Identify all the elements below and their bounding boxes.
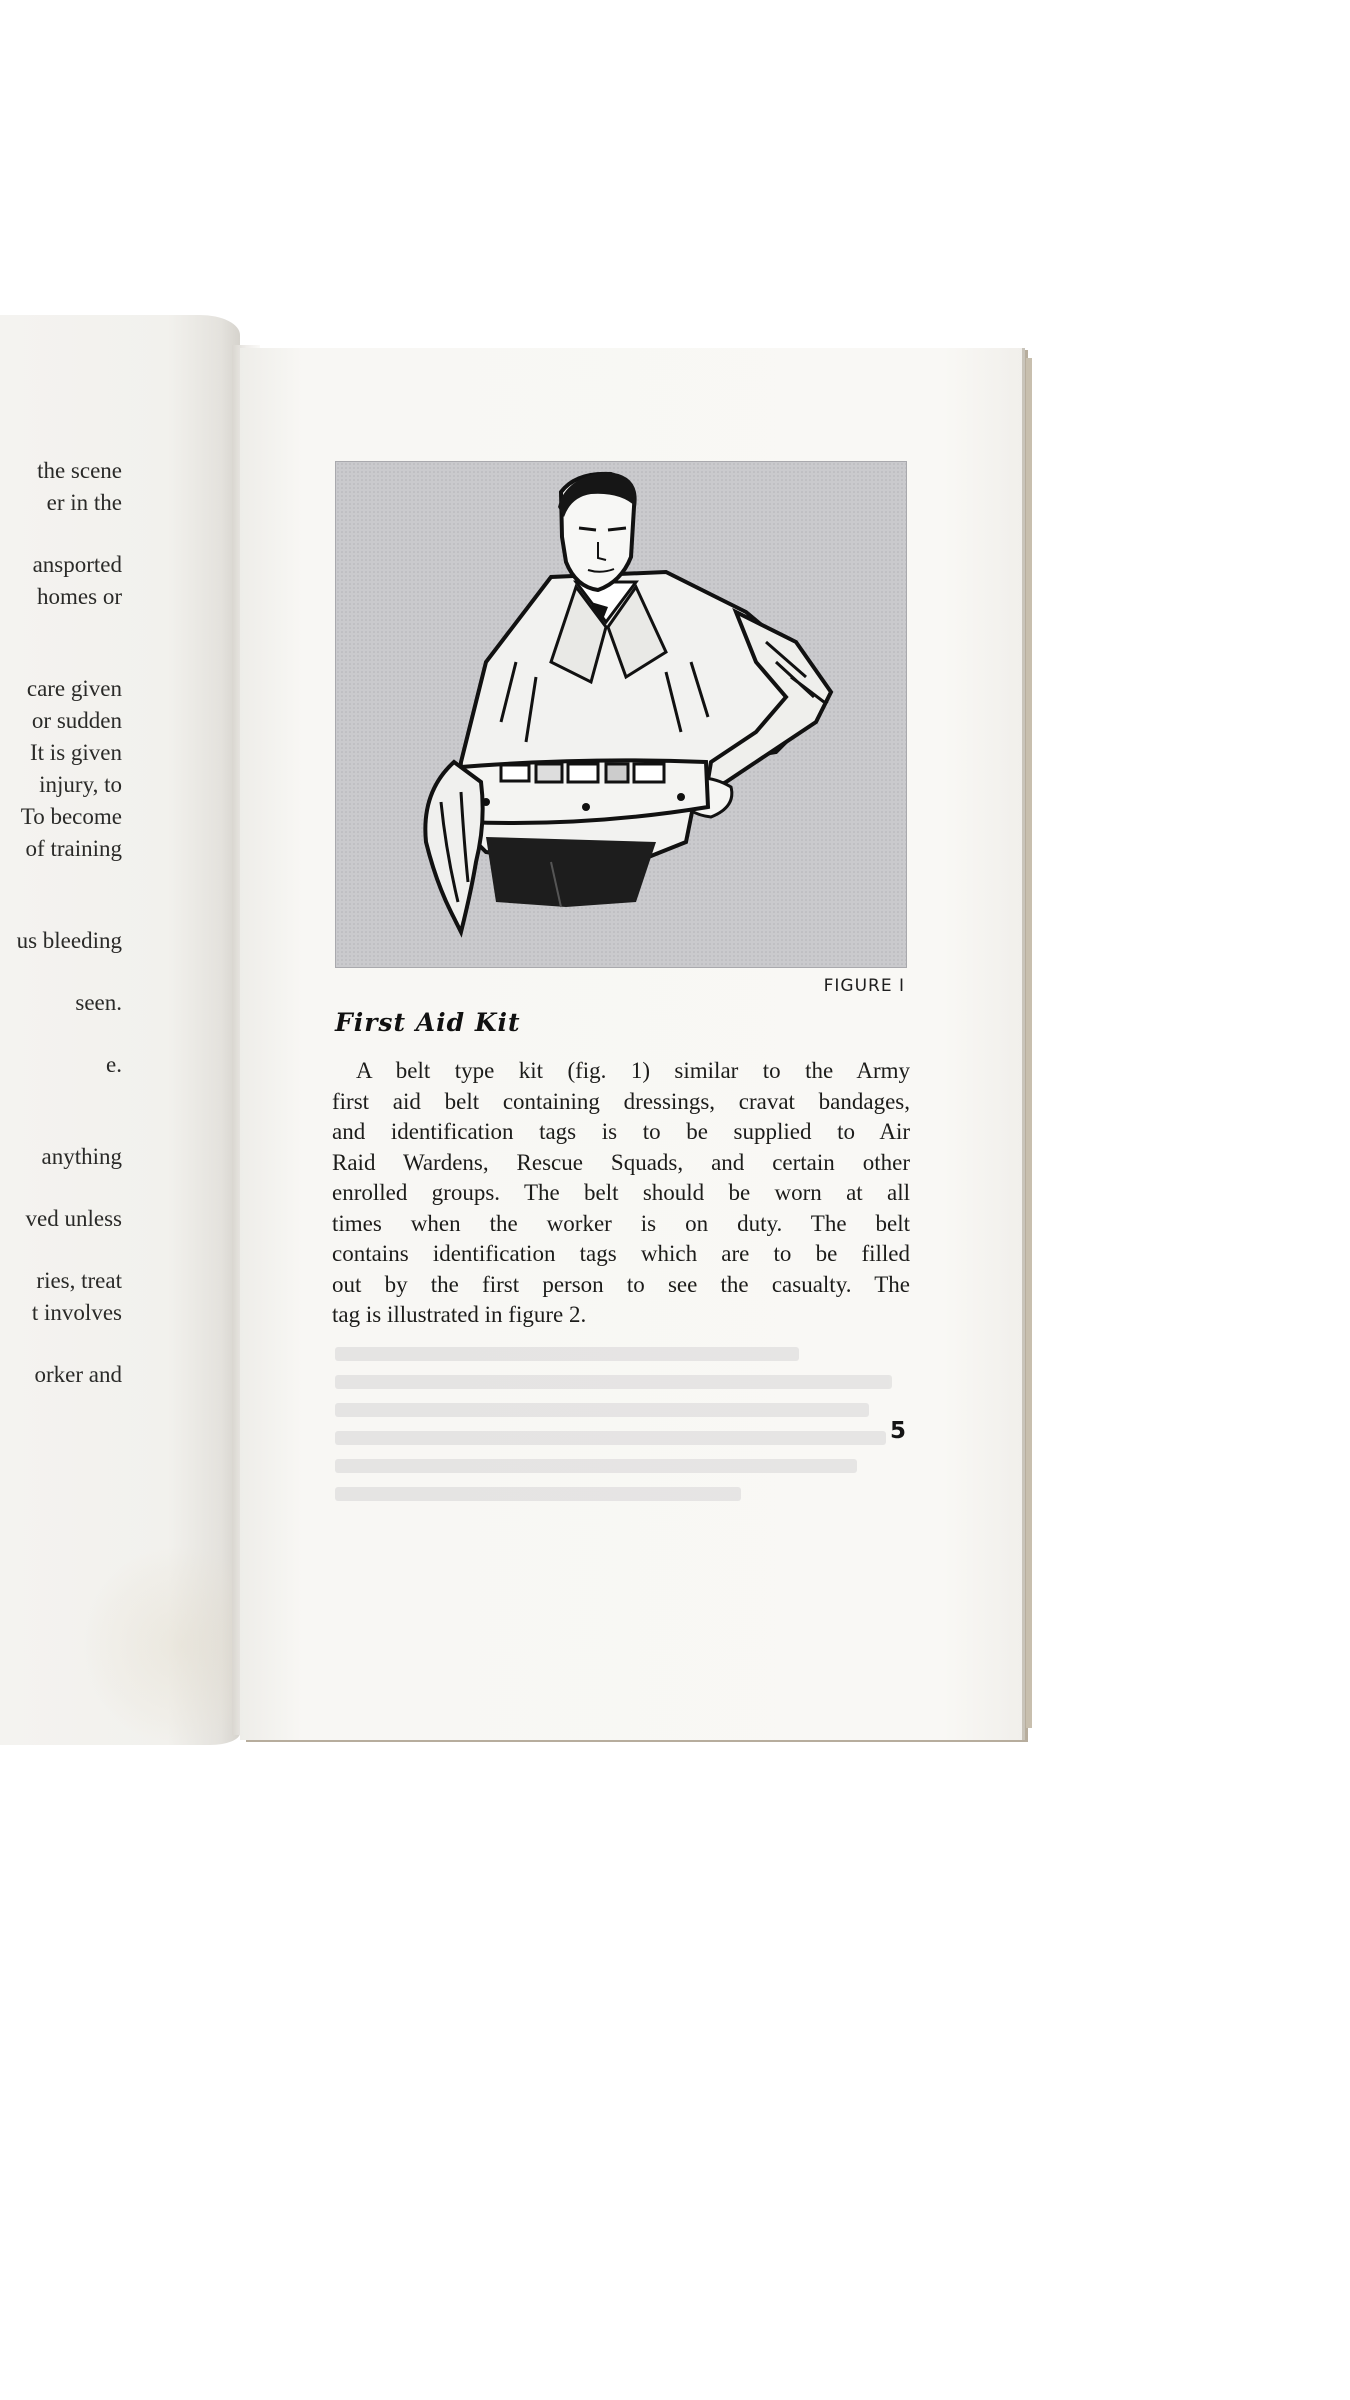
body-line: times when the worker is on duty. The belt [332,1210,910,1236]
figure-illustration [335,461,907,968]
body-line: enrolled groups. The belt should be worn at all [332,1180,910,1205]
left-line: orker and [34,1362,122,1387]
left-line: injury, to [39,772,122,797]
left-line: care given [26,676,122,701]
right-page [240,348,1022,1740]
left-line: anything [41,1144,122,1169]
left-page-text [0,455,122,1391]
left-line: To become [20,804,122,829]
left-line: seen. [75,990,122,1015]
figure-caption: FIGURE I [823,976,905,996]
left-page [0,315,240,1745]
body-line: contains identification tags which are to be filled [332,1241,910,1266]
left-line: the scene [37,458,122,483]
left-line: of training [25,836,122,861]
body-line: A belt type kit (fig. 1) similar to the Army [356,1058,910,1083]
body-line: first aid belt containing dressings, cravat bandages, [332,1088,910,1114]
page-number: 5 [889,1418,906,1444]
left-line: or sudden [31,708,122,733]
page-edge [1026,358,1032,1728]
left-line: ved unless [25,1206,122,1231]
man-with-first-aid-belt-icon [336,462,906,967]
left-line: us bleeding [16,928,122,953]
left-line: ries, treat [36,1268,122,1293]
booklet [0,300,1030,1750]
left-line: It is given [30,740,122,765]
show-through-text [335,1333,915,1553]
body-paragraph [332,1056,910,1331]
left-line: t involves [31,1300,122,1325]
left-line: homes or [37,584,122,609]
body-line: Raid Wardens, Rescue Squads, and certain other [332,1149,910,1175]
left-line: ansported [32,552,122,577]
body-line: out by the first person to see the casualty. The [332,1271,910,1297]
left-line: er in the [46,490,122,515]
water-stain [80,1545,240,1745]
body-line: and identification tags is to be supplied to Air [332,1119,910,1144]
left-line: e. [106,1052,122,1077]
section-heading: First Aid Kit [335,1008,521,1037]
body-line: tag is illustrated in figure 2. [332,1302,587,1327]
